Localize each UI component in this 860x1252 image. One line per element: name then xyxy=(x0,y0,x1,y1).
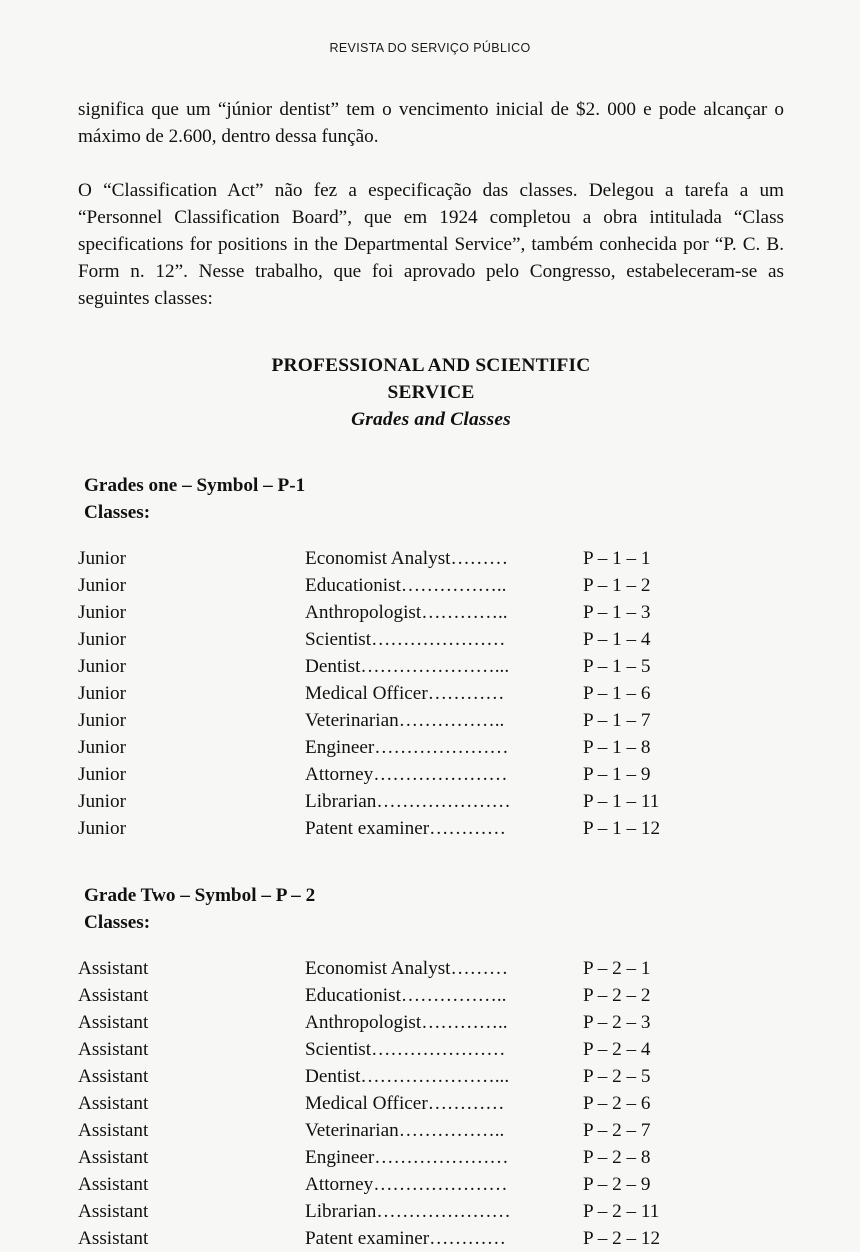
class-code: P – 1 – 8 xyxy=(583,737,651,758)
class-rank: Assistant xyxy=(78,958,149,979)
class-rank: Assistant xyxy=(78,1120,149,1141)
section-heading xyxy=(78,352,784,433)
table-row xyxy=(78,707,784,734)
class-rank: Assistant xyxy=(78,1066,149,1087)
table-row xyxy=(78,1171,784,1198)
class-code: P – 1 – 2 xyxy=(583,575,651,596)
table-row xyxy=(78,1225,784,1252)
class-rank: Junior xyxy=(78,629,126,650)
class-code: P – 1 – 5 xyxy=(583,656,651,677)
paragraph-1: significa que um “júnior dentist” tem o vencimento inicial de $2. 000 e pode alcançar o máximo de 2.600, dentro dessa função. xyxy=(78,99,784,147)
section-heading-line-2: SERVICE xyxy=(387,382,475,403)
section-heading-line-3: Grades and Classes xyxy=(351,409,511,430)
class-rank: Junior xyxy=(78,575,126,596)
class-title: Anthropologist………….. xyxy=(305,602,508,623)
class-rank: Junior xyxy=(78,548,126,569)
class-title: Medical Officer………… xyxy=(305,683,505,704)
table-row xyxy=(78,761,784,788)
class-code: P – 1 – 7 xyxy=(583,710,651,731)
grade-heading-p1 xyxy=(84,472,784,526)
table-row xyxy=(78,1198,784,1225)
grade-title-p2: Grade Two – Symbol – P – 2 xyxy=(84,885,316,906)
class-rank: Junior xyxy=(78,602,126,623)
class-title: Librarian………………… xyxy=(305,1201,511,1222)
class-title: Engineer………………… xyxy=(305,1147,509,1168)
table-row xyxy=(78,680,784,707)
class-rank: Assistant xyxy=(78,1228,149,1249)
class-title: Dentist…………………... xyxy=(305,656,510,677)
table-row xyxy=(78,788,784,815)
grade-title-p1: Grades one – Symbol – P-1 xyxy=(84,475,306,496)
grade-group-p2 xyxy=(78,882,784,1252)
class-title: Patent examiner………… xyxy=(305,818,506,839)
class-table-p2 xyxy=(78,955,784,1252)
class-title: Dentist…………………... xyxy=(305,1066,510,1087)
table-row xyxy=(78,1009,784,1036)
class-title: Engineer………………… xyxy=(305,737,509,758)
class-rank: Junior xyxy=(78,710,126,731)
class-code: P – 2 – 3 xyxy=(583,1012,651,1033)
grade-classes-label-p2: Classes: xyxy=(84,912,151,933)
class-code: P – 1 – 1 xyxy=(583,548,651,569)
table-row xyxy=(78,982,784,1009)
class-code: P – 2 – 11 xyxy=(583,1201,660,1222)
class-title: Attorney………………… xyxy=(305,1174,508,1195)
class-code: P – 1 – 4 xyxy=(583,629,651,650)
class-rank: Junior xyxy=(78,737,126,758)
table-row xyxy=(78,1090,784,1117)
class-rank: Assistant xyxy=(78,1093,149,1114)
grade-classes-label-p1: Classes: xyxy=(84,502,151,523)
class-title: Medical Officer………… xyxy=(305,1093,505,1114)
class-title: Librarian………………… xyxy=(305,791,511,812)
table-row xyxy=(78,815,784,842)
class-code: P – 2 – 7 xyxy=(583,1120,651,1141)
class-table-p1 xyxy=(78,545,784,842)
class-rank: Junior xyxy=(78,818,126,839)
table-row xyxy=(78,599,784,626)
class-code: P – 1 – 12 xyxy=(583,818,661,839)
class-code: P – 2 – 12 xyxy=(583,1228,661,1249)
class-code: P – 2 – 1 xyxy=(583,958,651,979)
running-header: REVISTA DO SERVIÇO PÚBLICO xyxy=(329,41,531,55)
class-title: Scientist………………… xyxy=(305,629,506,650)
class-title: Scientist………………… xyxy=(305,1039,506,1060)
grade-heading-p2 xyxy=(84,882,784,936)
table-row xyxy=(78,545,784,572)
table-row xyxy=(78,1063,784,1090)
class-rank: Assistant xyxy=(78,985,149,1006)
class-title: Economist Analyst……… xyxy=(305,958,509,979)
grade-group-p1 xyxy=(78,472,784,842)
class-title: Educationist…………….. xyxy=(305,985,507,1006)
class-code: P – 1 – 6 xyxy=(583,683,651,704)
paragraph-2: O “Classification Act” não fez a especificação das classes. Delegou a tarefa a um “Personnel Classification Board”, que em 1924 completou a obra intitulada “Class specifications for positions in the Departmental Service”, também conhecida por “P. C. B. Form n. 12”. Nesse trabalho, que foi aprovado pelo Congresso, estabeleceram-se as seguintes classes: xyxy=(78,180,784,309)
class-code: P – 1 – 11 xyxy=(583,791,660,812)
class-rank: Assistant xyxy=(78,1201,149,1222)
class-title: Veterinarian…………….. xyxy=(305,710,505,731)
class-title: Anthropologist………….. xyxy=(305,1012,508,1033)
class-rank: Junior xyxy=(78,764,126,785)
class-code: P – 2 – 8 xyxy=(583,1147,651,1168)
class-code: P – 2 – 9 xyxy=(583,1174,651,1195)
class-title: Economist Analyst……… xyxy=(305,548,509,569)
section-heading-line-1: PROFESSIONAL AND SCIENTIFIC xyxy=(271,355,591,376)
class-title: Attorney………………… xyxy=(305,764,508,785)
table-row xyxy=(78,626,784,653)
table-row xyxy=(78,1036,784,1063)
class-rank: Assistant xyxy=(78,1174,149,1195)
class-rank: Assistant xyxy=(78,1039,149,1060)
class-code: P – 2 – 4 xyxy=(583,1039,651,1060)
class-code: P – 1 – 9 xyxy=(583,764,651,785)
class-code: P – 2 – 2 xyxy=(583,985,651,1006)
table-row xyxy=(78,1144,784,1171)
class-rank: Assistant xyxy=(78,1012,149,1033)
class-rank: Junior xyxy=(78,656,126,677)
class-rank: Junior xyxy=(78,683,126,704)
table-row xyxy=(78,653,784,680)
class-rank: Junior xyxy=(78,791,126,812)
table-row xyxy=(78,734,784,761)
class-code: P – 1 – 3 xyxy=(583,602,651,623)
table-row xyxy=(78,572,784,599)
class-code: P – 2 – 6 xyxy=(583,1093,651,1114)
table-row xyxy=(78,1117,784,1144)
table-row xyxy=(78,955,784,982)
class-code: P – 2 – 5 xyxy=(583,1066,651,1087)
class-title: Educationist…………….. xyxy=(305,575,507,596)
class-rank: Assistant xyxy=(78,1147,149,1168)
body-text-block xyxy=(78,96,784,1252)
class-title: Veterinarian…………….. xyxy=(305,1120,505,1141)
class-title: Patent examiner………… xyxy=(305,1228,506,1249)
